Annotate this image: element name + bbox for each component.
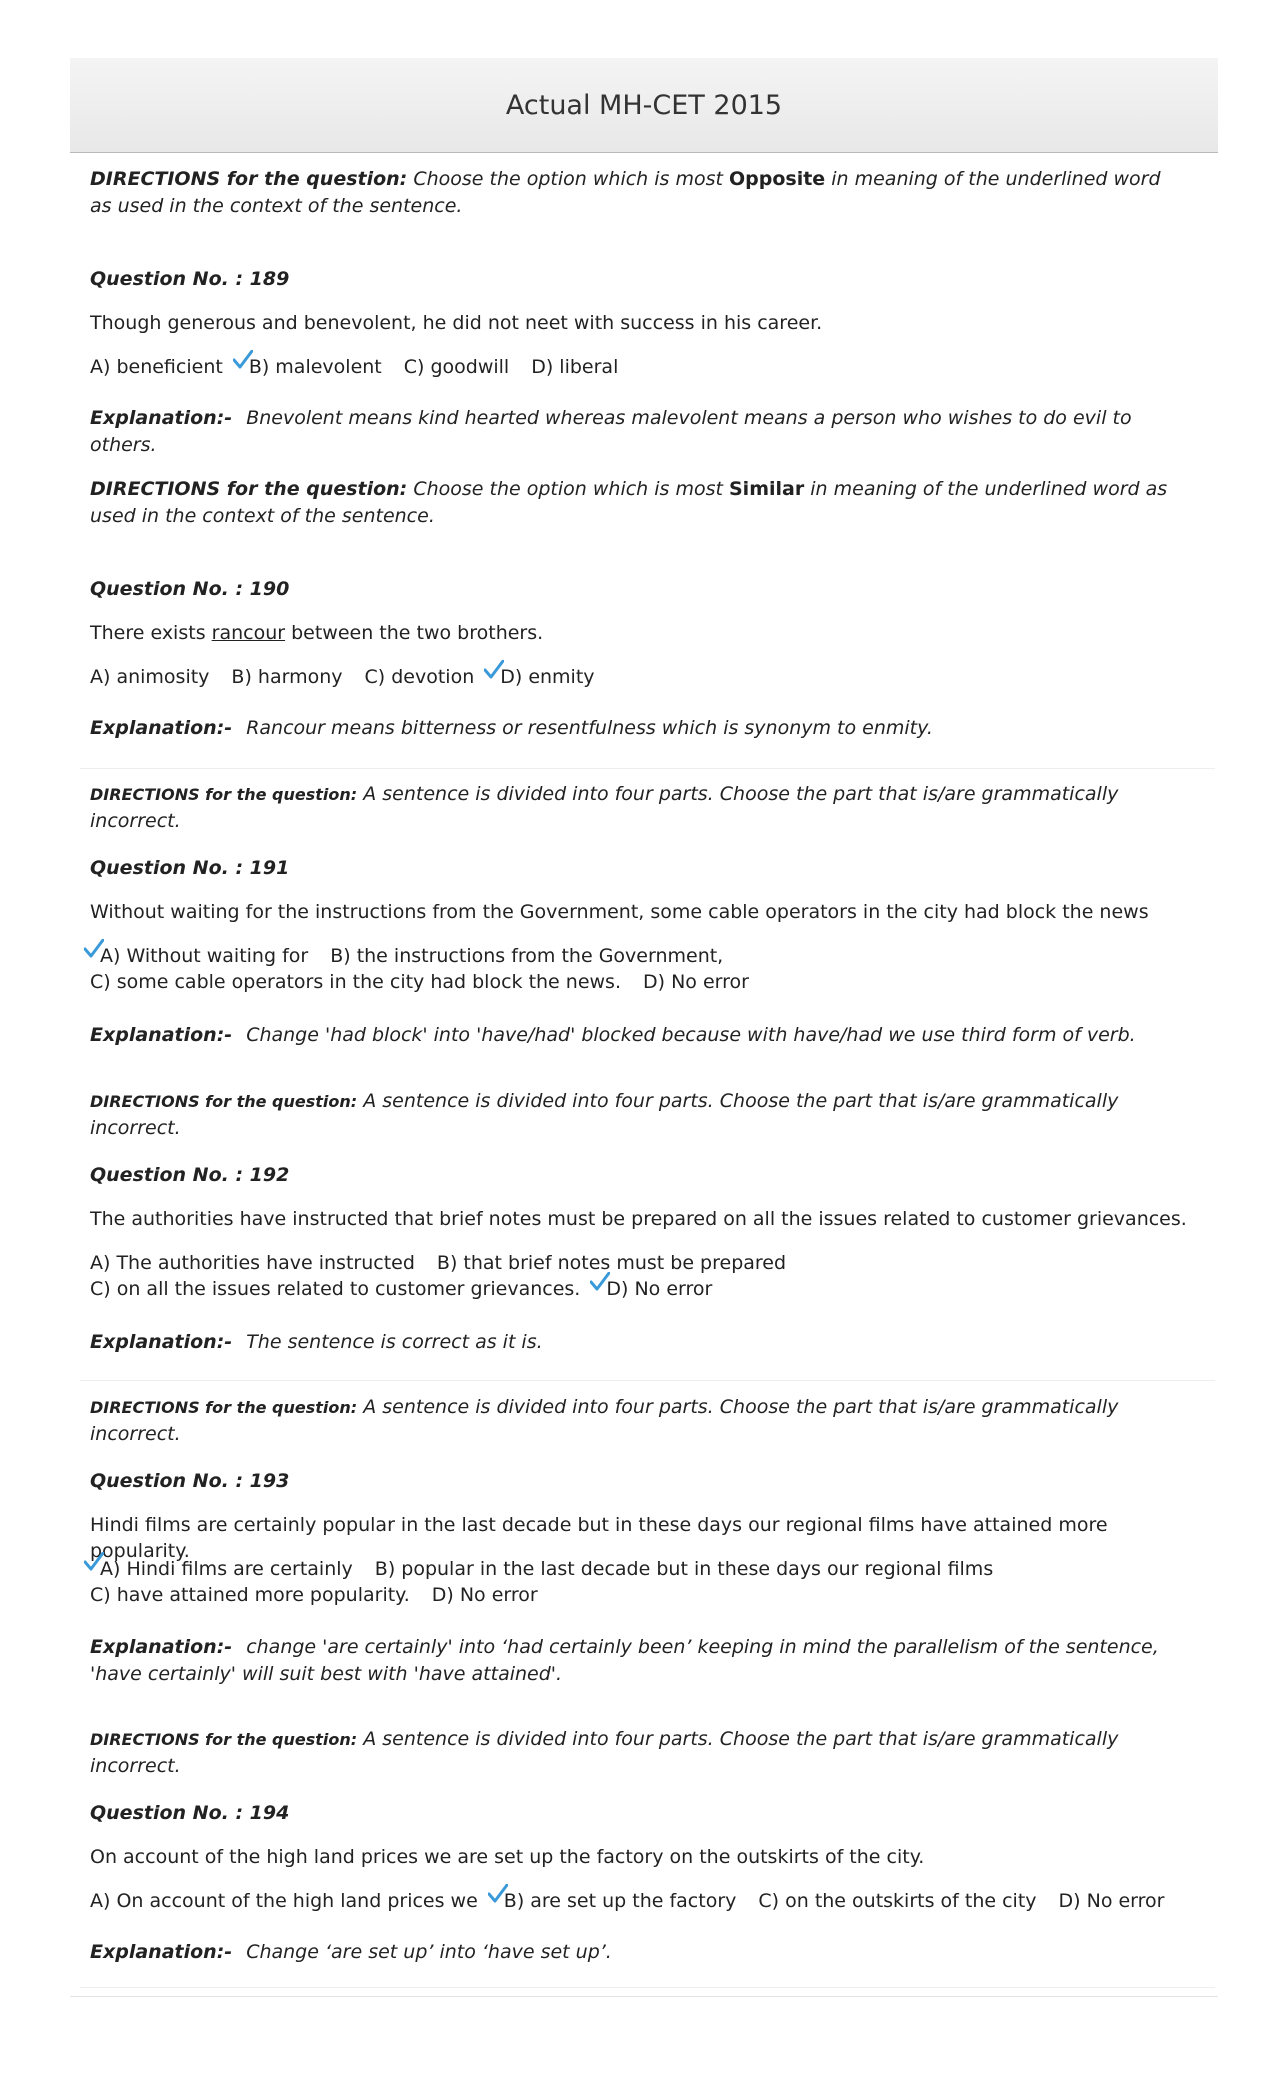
directions-label: DIRECTIONS for the question: [90,1398,358,1417]
option-d: D) No error [1058,1890,1165,1912]
checkmark-icon [488,1884,508,1904]
question-number: Question No. : 194 [90,1802,290,1824]
directions: DIRECTIONS for the question: A sentence is divided into four parts. Choose the part that is/are grammatically incorrect. [90,783,1119,832]
option-d-correct: D) No error [606,1276,712,1302]
explanation [90,715,1190,742]
explanation-text: Bnevolent means kind hearted whereas malevolent means a person who wishes to do evil to others. [90,407,1132,456]
option-b-correct: B) are set up the factory [504,1888,737,1914]
explanation-label: Explanation:- [90,1941,233,1963]
question-text: The authorities have instructed that brief notes must be prepared on all the issues related to customer grievances. [90,1208,1187,1230]
option-b: B) harmony [231,666,343,688]
explanation-label: Explanation:- [90,717,233,739]
explanation-label: Explanation:- [90,407,233,429]
option-c: C) some cable operators in the city had block the news. [90,971,621,993]
explanation-text: The sentence is correct as it is. [246,1331,543,1353]
question-number: Question No. : 190 [90,578,290,600]
checkmark-icon [484,660,504,680]
option-c: C) have attained more popularity. [90,1584,410,1606]
option-b: B) popular in the last decade but in these days our regional films [374,1558,994,1580]
option-a: A) The authorities have instructed [90,1252,415,1274]
option-c: C) goodwill [403,356,510,378]
explanation [90,405,1190,459]
directions-keyword: Similar [729,478,805,500]
directions: DIRECTIONS for the question: A sentence is divided into four parts. Choose the part that is/are grammatically incorrect. [90,1090,1119,1139]
question-text: Hindi films are certainly popular in the last decade but in these days our regional films have attained more popularity. [90,1514,1108,1562]
explanation [90,1634,1190,1688]
option-d: D) No error [431,1584,538,1606]
directions: DIRECTIONS for the question: Choose the option which is most Opposite in meaning of the underlined word as used in the context of the sentence. [90,168,1161,217]
checkmark-icon [84,1552,104,1572]
option-b-correct: B) malevolent [249,354,382,380]
option-d-correct: D) enmity [500,664,594,690]
explanation-text: change 'are certainly' into ‘had certainly been’ keeping in mind the parallelism of the sentence, 'have certainly' will suit best with 'have attained'. [90,1636,1159,1685]
directions-keyword: Opposite [729,168,826,190]
question-number: Question No. : 191 [90,857,290,879]
option-c: C) devotion [364,666,475,688]
option-b: B) that brief notes must be prepared [436,1252,787,1274]
explanation [90,1329,1190,1356]
directions: DIRECTIONS for the question: Choose the option which is most Similar in meaning of the underlined word as used in the context of the sentence. [90,478,1168,527]
directions-label: DIRECTIONS for the question: [90,1092,358,1111]
directions-label: DIRECTIONS for the question: [90,1730,358,1749]
underlined-word: rancour [211,622,286,644]
explanation-text: Rancour means bitterness or resentfulness which is synonym to enmity. [246,717,933,739]
option-d: D) No error [643,971,749,993]
answer-options [90,1250,808,1302]
explanation-text: Change 'had block' into 'have/had' blocked because with have/had we use third form of verb. [246,1024,1136,1046]
option-a-correct: A) Hindi films are certainly [100,1556,353,1582]
option-d: D) liberal [531,356,619,378]
checkmark-icon [233,350,253,370]
option-a: A) On account of the high land prices we [90,1890,478,1912]
directions: DIRECTIONS for the question: A sentence is divided into four parts. Choose the part that is/are grammatically incorrect. [90,1396,1119,1445]
answer-options [90,354,640,380]
question-text: Though generous and benevolent, he did not neet with success in his career. [90,312,823,334]
directions-label: DIRECTIONS for the question: [90,168,408,190]
answer-options [90,943,771,995]
question-text: Without waiting for the instructions from the Government, some cable operators in the city had block the news [90,901,1149,923]
explanation [90,1939,1190,1966]
checkmark-icon [84,939,104,959]
option-a-correct: A) Without waiting for [100,943,308,969]
explanation [90,1022,1190,1049]
page-bottom-divider [70,1996,1218,1997]
directions-label: DIRECTIONS for the question: [90,478,408,500]
question-text: On account of the high land prices we are set up the factory on the outskirts of the city. [90,1846,925,1868]
page-header [70,58,1218,153]
question-text: There exists rancour between the two brothers. [90,622,544,644]
answer-options [90,1556,1015,1608]
question-number: Question No. : 192 [90,1164,290,1186]
checkmark-icon [590,1272,610,1292]
answer-options [90,664,617,690]
section-divider [80,1380,1215,1381]
directions: DIRECTIONS for the question: A sentence is divided into four parts. Choose the part that is/are grammatically incorrect. [90,1728,1119,1777]
page-title: Actual MH-CET 2015 [505,90,783,121]
option-a: A) animosity [90,666,210,688]
answer-options [90,1888,1187,1914]
explanation-label: Explanation:- [90,1636,233,1658]
explanation-label: Explanation:- [90,1331,233,1353]
option-a: A) beneficient [90,356,223,378]
section-divider [80,768,1215,769]
option-b: B) the instructions from the Government, [330,945,724,967]
question-number: Question No. : 189 [90,268,290,290]
question-number: Question No. : 193 [90,1470,290,1492]
explanation-text: Change ‘are set up’ into ‘have set up’. [246,1941,612,1963]
directions-label: DIRECTIONS for the question: [90,785,358,804]
section-divider [80,1987,1215,1988]
explanation-label: Explanation:- [90,1024,233,1046]
option-c: C) on all the issues related to customer grievances. [90,1278,581,1300]
option-c: C) on the outskirts of the city [758,1890,1037,1912]
